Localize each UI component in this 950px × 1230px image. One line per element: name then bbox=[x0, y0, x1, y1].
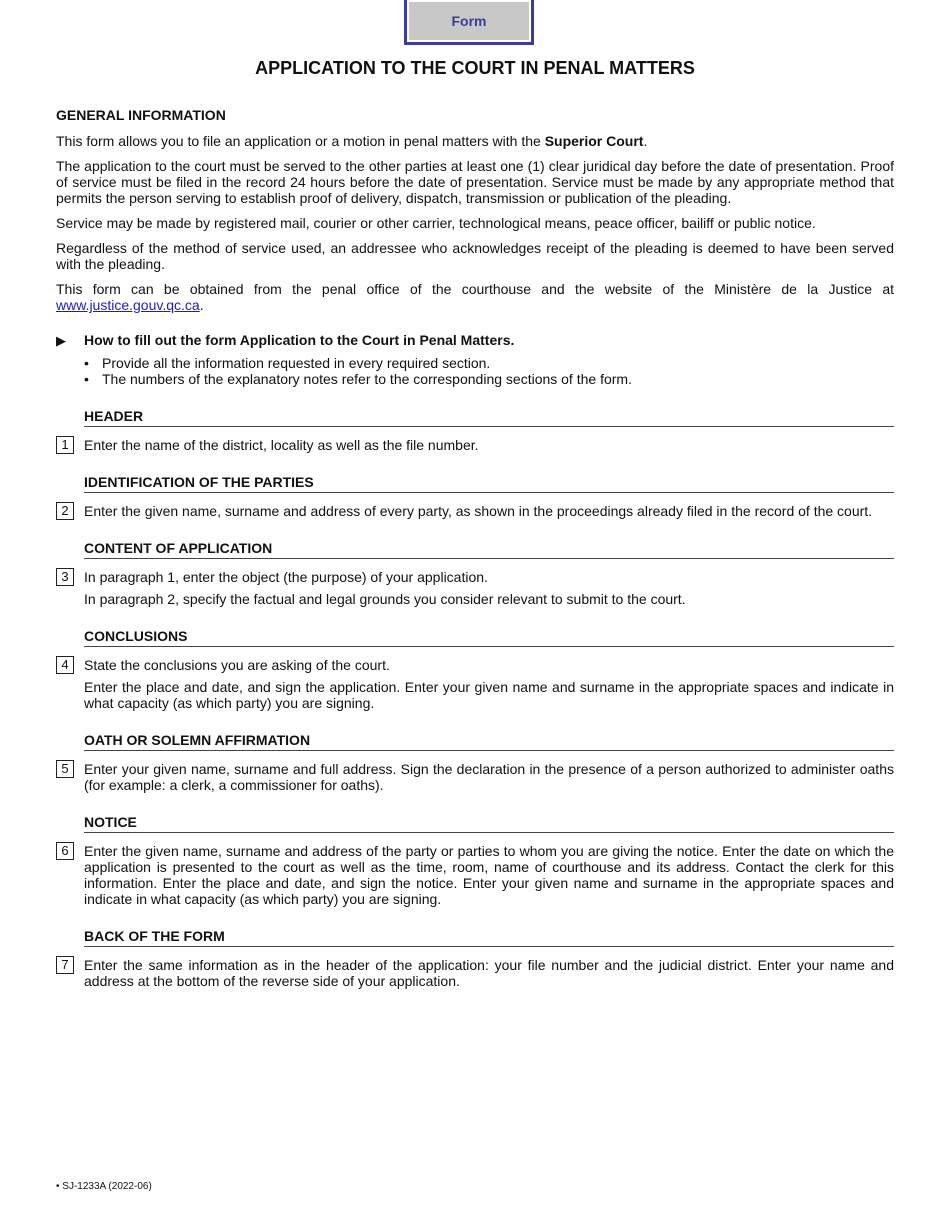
note-text: In paragraph 2, specify the factual and legal grounds you consider relevant to submit to the court. bbox=[84, 591, 686, 607]
page-title: APPLICATION TO THE COURT IN PENAL MATTERS bbox=[255, 58, 695, 78]
general-paragraph-4: Regardless of the method of service used, an addressee who acknowledges receipt of the pleading is deemed to have been served with the pleading. bbox=[56, 240, 894, 272]
general-p5-text: This form can be obtained from the penal office of the courthouse and the website of the Ministère de la Justice at bbox=[56, 281, 894, 297]
general-paragraph-1 bbox=[56, 133, 894, 149]
general-p1-text: This form allows you to file an application or a motion in penal matters with the bbox=[56, 133, 545, 149]
section-heading-oath: OATH OR SOLEMN AFFIRMATION bbox=[84, 732, 894, 751]
section-heading-back: BACK OF THE FORM bbox=[84, 928, 894, 947]
superior-court-text: Superior Court bbox=[544, 133, 644, 149]
general-information-heading: GENERAL INFORMATION bbox=[56, 107, 226, 123]
note-item-2 bbox=[56, 503, 894, 519]
note-item-7 bbox=[56, 957, 894, 989]
note-item-5 bbox=[56, 761, 894, 793]
list-item bbox=[84, 355, 894, 371]
form-tab-button[interactable]: Form bbox=[404, 0, 534, 45]
note-text: Enter the place and date, and sign the application. Enter your given name and surname in the appropriate spaces and indicate in what capacity (as which party) you are signing. bbox=[84, 679, 894, 711]
note-number-box: 5 bbox=[56, 760, 74, 778]
note-text: In paragraph 1, enter the object (the purpose) of your application. bbox=[84, 569, 488, 585]
note-text: Enter the given name, surname and address of every party, as shown in the proceedings already filed in the record of the court. bbox=[84, 503, 873, 519]
note-number-box: 2 bbox=[56, 502, 74, 520]
note-item-1 bbox=[56, 437, 894, 453]
bullet-icon: • bbox=[84, 355, 89, 371]
list-item-text: Provide all the information requested in every required section. bbox=[102, 355, 491, 371]
justice-website-link[interactable]: www.justice.gouv.qc.ca bbox=[56, 297, 200, 313]
form-code-footer: • SJ-1233A (2022-06) bbox=[56, 1181, 152, 1192]
instruction-list bbox=[84, 355, 894, 387]
general-p1-end: . bbox=[643, 133, 648, 149]
note-text: Enter the same information as in the header of the application: your file number and the judicial district. Enter your name and address at the bottom of the reverse side of your application. bbox=[84, 957, 894, 989]
section-heading-content: CONTENT OF APPLICATION bbox=[84, 540, 894, 559]
note-number-box: 6 bbox=[56, 842, 74, 860]
section-heading-conclusions: CONCLUSIONS bbox=[84, 628, 894, 647]
note-number-box: 1 bbox=[56, 436, 74, 454]
note-text: Enter the given name, surname and address of the party or parties to whom you are giving the notice. Enter the date on which the application is presented to the court as well as the time, room, name of courthouse and its address. Contact the clerk for this information. Enter the place and date, and sign the notice. Enter your given name and surname in the appropriate spaces and indicate in what capacity (as which party) you are signing. bbox=[84, 843, 894, 907]
note-number-box: 3 bbox=[56, 568, 74, 586]
how-to-fill-heading bbox=[56, 332, 894, 348]
note-number-box: 4 bbox=[56, 656, 74, 674]
note-text: State the conclusions you are asking of the court. bbox=[84, 657, 390, 673]
arrow-right-icon: ▶ bbox=[56, 333, 66, 348]
how-to-fill-text: How to fill out the form Application to the Court in Penal Matters. bbox=[84, 332, 515, 348]
note-item-4 bbox=[56, 657, 894, 711]
general-paragraph-2: The application to the court must be served to the other parties at least one (1) clear juridical day before the date of presentation. Proof of service must be filed in the record 24 hours before the date of presentation. Service must be made by any appropriate method that permits the person serving to establish proof of delivery, dispatch, transmission or publication of the pleading. bbox=[56, 158, 894, 206]
document-body bbox=[56, 107, 894, 995]
general-paragraph-3: Service may be made by registered mail, courier or other carrier, technological means, peace officer, bailiff or public notice. bbox=[56, 215, 816, 231]
note-number-box: 7 bbox=[56, 956, 74, 974]
general-paragraph-5 bbox=[56, 281, 894, 313]
note-item-6 bbox=[56, 843, 894, 907]
list-item-text: The numbers of the explanatory notes refer to the corresponding sections of the form. bbox=[102, 371, 632, 387]
section-heading-identification: IDENTIFICATION OF THE PARTIES bbox=[84, 474, 894, 493]
list-item bbox=[84, 371, 894, 387]
section-heading-header: HEADER bbox=[84, 408, 894, 427]
note-item-3 bbox=[56, 569, 894, 607]
bullet-icon: • bbox=[84, 371, 89, 387]
note-text: Enter your given name, surname and full address. Sign the declaration in the presence of a person authorized to administer oaths (for example: a clerk, a commissioner for oaths). bbox=[84, 761, 894, 793]
note-text: Enter the name of the district, locality as well as the file number. bbox=[84, 437, 479, 453]
general-p5-end: . bbox=[199, 297, 204, 313]
section-heading-notice: NOTICE bbox=[84, 814, 894, 833]
